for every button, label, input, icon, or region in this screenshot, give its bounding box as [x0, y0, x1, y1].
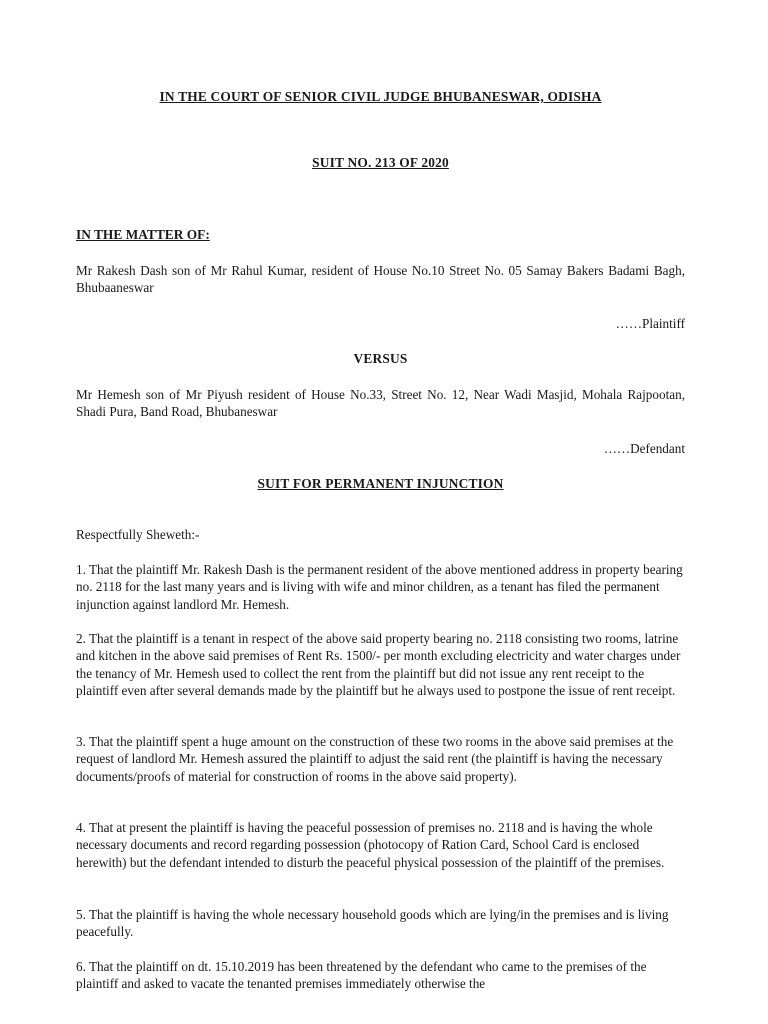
paragraph-2: 2. That the plaintiff is a tenant in respect of the above said property bearing no. 2118 consisting two rooms, latrine and kitchen in the above said premises of Rent Rs. 1500/- per month excluding electricity and water charges under the tenancy of Mr. Hemesh used to collect the rent from the plaintiff but did not issue any rent receipt to the plaintiff even after several demands made by the plaintiff but he always used to postpone the issue of rent receipt.	[76, 631, 681, 698]
defendant-label: ……Defendant	[603, 441, 685, 456]
defendant-details: Mr Hemesh son of Mr Piyush resident of House No.33, Street No. 12, Near Wadi Masjid, Mohala Rajpootan, Shadi Pura, Band Road, Bhubaneswar	[76, 387, 685, 420]
suit-number: SUIT NO. 213 OF 2020	[312, 155, 449, 170]
salutation: Respectfully Sheweth:-	[76, 527, 200, 542]
paragraph-6: 6. That the plaintiff on dt. 15.10.2019 has been threatened by the defendant who came to the premises of the plaintiff and asked to vacate the tenanted premises immediately otherwise the	[76, 959, 647, 992]
matter-heading: IN THE MATTER OF:	[76, 227, 210, 242]
plaintiff-label: ……Plaintiff	[615, 316, 685, 331]
paragraph-5: 5. That the plaintiff is having the whole necessary household goods which are lying/in the premises and is living peacefully.	[76, 907, 669, 940]
court-heading: IN THE COURT OF SENIOR CIVIL JUDGE BHUBANESWAR, ODISHA	[159, 89, 602, 104]
paragraph-1: 1. That the plaintiff Mr. Rakesh Dash is the permanent resident of the above mentioned address in property bearing no. 2118 for the last many years and is living with wife and minor children, as a tenant has filed the permanent injunction against landlord Mr. Hemesh.	[76, 562, 683, 612]
versus-label: VERSUS	[353, 351, 408, 366]
paragraph-4: 4. That at present the plaintiff is having the peaceful possession of premises no. 2118 and is having the whole necessary documents and record regarding possession (photocopy of Ration Card, School Card is enclosed herewith) but the defendant intended to disturb the peaceful physical possession of the plaintiff of the premises.	[76, 820, 665, 870]
suit-title: SUIT FOR PERMANENT INJUNCTION	[257, 476, 504, 491]
plaintiff-details: Mr Rakesh Dash son of Mr Rahul Kumar, resident of House No.10 Street No. 05 Samay Bakers Badami Bagh, Bhubaaneswar	[76, 263, 685, 296]
paragraph-3: 3. That the plaintiff spent a huge amount on the construction of these two rooms in the above said premises at the request of landlord Mr. Hemesh assured the plaintiff to adjust the said rent (the plaintiff is having the necessary documents/proofs of material for construction of rooms in the above said property).	[76, 734, 674, 784]
document-page	[76, 0, 685, 1024]
